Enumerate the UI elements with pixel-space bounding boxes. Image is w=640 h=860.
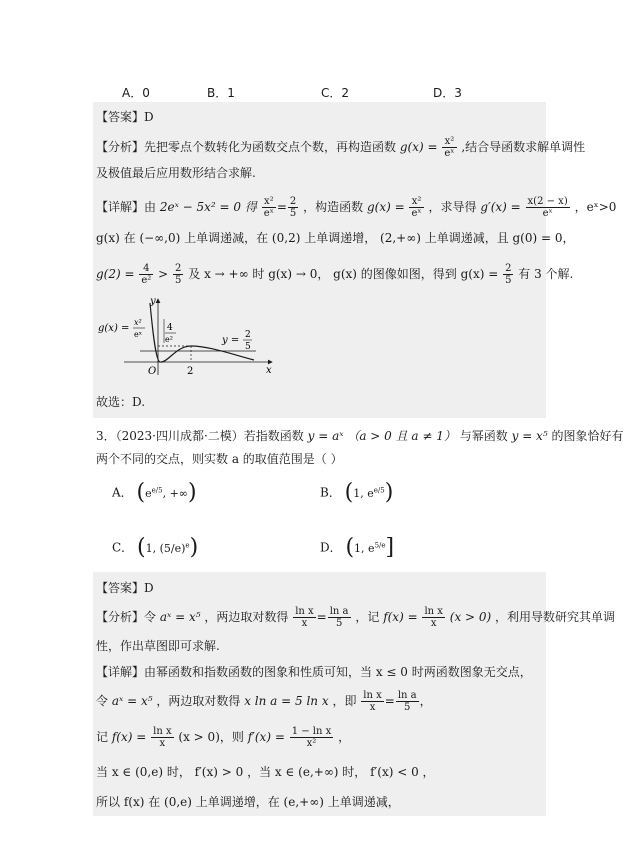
q3-option-d	[320, 537, 394, 559]
paren-open: (	[137, 535, 146, 561]
q3-detail-text1: 令	[96, 694, 109, 708]
q3-analysis-text2: ，记	[355, 610, 380, 624]
fraction-4-e2	[139, 263, 153, 286]
frac-den: x	[301, 618, 308, 629]
q3-detail-eq2: x ln a = 5 ln x	[244, 694, 329, 708]
q2-detail-gprime: g′(x) =	[480, 200, 521, 214]
fraction-lnx-x-d	[151, 726, 173, 749]
q3-power-func: y = x⁵	[511, 429, 548, 443]
q3-analysis-text: ，两边取对数得	[204, 610, 289, 624]
frac-den: x	[430, 618, 437, 629]
frac-num: ln a	[397, 690, 417, 701]
frac-den: 5	[175, 275, 182, 286]
q3-stem-text2: 与幂函数	[459, 429, 508, 443]
q2-choice: 故选：D.	[96, 395, 146, 409]
option-c: C．2	[321, 86, 350, 100]
line-num: 2	[245, 330, 251, 340]
q3-analysis-text3: ，利用导数研究其单调	[495, 610, 616, 624]
q3-option-b-label: B．	[320, 485, 341, 500]
q3-option-c	[112, 537, 198, 559]
q3-option-a-expr: $e^{e/5}$, +∞	[145, 486, 188, 500]
q3-detail-text3: ，即	[332, 694, 357, 708]
y-label: y	[150, 296, 156, 307]
frac-num: 2	[175, 263, 182, 274]
q3-detail-fprime: f′(x) =	[247, 730, 285, 744]
fraction-2-5-b	[173, 263, 183, 286]
frac-den: x	[369, 702, 376, 713]
q3-detail-line2: 令 aˣ = x⁵ ，两边取对数得 x ln a = 5 ln x ，即 $\frac{\text{ln x}}{x}$ = $\frac{\text{ln a}}{5}$ ，	[96, 690, 432, 713]
q2-analysis-line2: 及极值最后应用数形结合求解.	[96, 166, 256, 180]
frac-num: x²	[409, 196, 423, 208]
q3-detail-line3	[96, 726, 350, 749]
paren-close: )	[384, 480, 394, 506]
frac-num: 4	[139, 263, 153, 275]
paren-close: )	[187, 480, 197, 506]
x-label: x	[266, 365, 272, 376]
g2-expr: g(2) =	[96, 267, 135, 281]
q2-detail-line2: g(x) 在 (−∞,0) 上单调递减，在 (0,2) 上单调递增， (2,+∞) 上单调递减，且 g(0) = 0，	[96, 231, 575, 245]
paren-close: )	[189, 535, 199, 561]
func-den: eˣ	[134, 330, 143, 339]
q3-detail-eq1: aˣ = x⁵	[111, 694, 153, 708]
fraction-x2-ex-b	[262, 196, 276, 219]
q2-analysis-line1	[96, 136, 585, 159]
q3-detail-text6: ，	[338, 730, 351, 744]
q3-option-a-label: A．	[112, 485, 133, 500]
line-den: 5	[245, 342, 251, 352]
q3-stem-line2: 两个不同的交点，则实数 a 的取值范围是（ ）	[96, 452, 343, 466]
q3-analysis-line2: 性，作出草图即可求解.	[96, 639, 220, 653]
fraction-lna-5-b	[396, 690, 419, 713]
q3-option-c-label: C．	[112, 540, 134, 555]
frac-den: 5	[289, 208, 297, 219]
q3-detail-f: f(x) =	[111, 730, 147, 744]
curve	[150, 303, 254, 362]
frac-den: x	[159, 738, 166, 749]
q3-detail-line1: 【详解】由幂函数和指数函数的图象和性质可知，当 x ≤ 0 时两函数图象无交点，	[96, 665, 532, 679]
q2-analysis-g: g(x) =	[399, 140, 442, 154]
frac-num: 2	[289, 196, 297, 207]
frac-den: eˣ	[411, 208, 422, 219]
q3-detail-text2: ，两边取对数得	[156, 694, 241, 708]
q2-detail-label: 【详解】由	[96, 200, 157, 214]
frac-num: x²	[442, 136, 456, 148]
q3-detail-text5: (x > 0)，则	[178, 730, 244, 744]
q2-detail-text4: 及 x → +∞ 时 g(x) → 0， g(x) 的图像如图，得到 g(x) =	[188, 267, 499, 281]
frac-num: ln x	[153, 726, 172, 737]
paren-open: (	[344, 480, 354, 506]
function-graph	[96, 295, 281, 377]
frac-den: eˣ	[444, 148, 455, 159]
frac-num: 1 − ln x	[291, 726, 332, 737]
q2-detail-eq: 2eˣ − 5x² = 0 得	[159, 200, 257, 214]
q3-stem-line1	[96, 428, 623, 444]
q2-detail-line1: 【详解】由 2eˣ − 5x² = 0 得 $\frac{\text{x²}}{\text{eˣ}}$ = $\frac{2}{5}$ ，构造函数 g(x) = $\frac{\text{x²}}{\text{eˣ}}$ ，求导得 g′(x) = $\frac{x(2 - x)}{\text{eˣ}}$ ，eˣ>0	[96, 196, 617, 219]
option-d: D．3	[433, 86, 462, 100]
q3-exp-func: y = aˣ （a > 0 且 a ≠ 1）	[307, 429, 456, 443]
q3-stem-text1: 3．（2023·四川成都·二模）若指数函数	[96, 429, 304, 443]
frac-den: 5	[505, 275, 512, 286]
frac-den: 5	[404, 702, 411, 713]
q2-answer: 【答案】D	[96, 110, 154, 124]
q3-analysis-f: f(x) =	[383, 610, 418, 624]
fraction-derivative	[526, 196, 570, 219]
option-a: A．0	[122, 86, 150, 100]
frac-den: e²	[141, 275, 152, 286]
q3-answer: 【答案】D	[96, 581, 154, 595]
frac-num: 2	[505, 263, 512, 274]
paren-close: ]	[385, 535, 395, 561]
frac-den: x²	[306, 738, 317, 749]
fraction-lnx-x	[293, 606, 315, 629]
frac-num: ln x	[295, 606, 314, 617]
q3-option-d-expr: 1, $e^{5/e}$	[354, 541, 386, 555]
func-num: x²	[134, 318, 142, 327]
q3-analysis-eq: aˣ = x⁵	[159, 610, 201, 624]
fraction-lnx-x-c	[361, 690, 383, 713]
q2-analysis-text2: ,结合导函数求解单调性	[461, 140, 586, 154]
frac-num: x²	[262, 196, 276, 208]
q3-detail-line5: 所以 f(x) 在 (0,e) 上单调递增，在 (e,+∞) 上单调递减，	[96, 795, 400, 809]
q3-analysis-label: 【分析】令	[96, 610, 157, 624]
fraction-lnx-x-b	[422, 606, 444, 629]
paren-open: (	[345, 535, 355, 561]
q3-stem-text3: 的图象恰好有	[551, 429, 624, 443]
line-label: y =	[222, 335, 240, 346]
paren-open: (	[136, 480, 146, 506]
q2-detail-text5: 有 3 个解.	[518, 267, 574, 281]
q3-option-b	[320, 482, 393, 504]
fraction-lna-5	[328, 606, 351, 629]
tick-2: 2	[187, 366, 194, 377]
q2-detail-line3	[96, 263, 573, 286]
q2-analysis-text1: 【分析】先把零点个数转化为函数交点个数，再构造函数	[96, 140, 397, 154]
gt-sign: >	[158, 267, 169, 281]
option-b: B．1	[207, 86, 235, 100]
q3-option-a	[112, 482, 197, 504]
fraction-2-5	[288, 196, 298, 219]
origin-label: O	[148, 366, 157, 377]
q2-detail-text: ，构造函数	[303, 200, 364, 214]
frac-num: ln x	[424, 606, 443, 617]
fraction-2-5-c	[503, 263, 513, 286]
fraction-x2-ex-c	[409, 196, 423, 219]
frac-den: 5	[335, 618, 343, 629]
q3-analysis-line1: 【分析】令 aˣ = x⁵ ，两边取对数得 $\frac{\text{ln x}}{x}$ = $\frac{\text{ln a}}{5}$ ，记 f(x) = $\frac{\text{ln x}}{x}$ (x > 0) ，利用导数研究其单调	[96, 606, 616, 629]
frac-num: x(2 − x)	[527, 196, 568, 207]
q3-analysis-domain: (x > 0)	[449, 610, 492, 624]
fraction-x2-ex	[442, 136, 456, 159]
q3-option-b-expr: 1, $e^{e/5}$	[353, 486, 385, 500]
q3-detail-text4: 记	[96, 730, 109, 744]
peak-num: 4	[167, 323, 173, 333]
q2-detail-text2: ，求导得	[428, 200, 477, 214]
q2-detail-g: g(x) =	[366, 200, 405, 214]
frac-num: ln a	[329, 606, 349, 617]
peak-den: e²	[165, 335, 173, 344]
q3-detail-line4: 当 x ∈ (0,e) 时， f′(x) > 0 ，当 x ∈ (e,+∞) 时， f′(x) < 0 ，	[96, 765, 435, 779]
q2-detail-text3: ，eˣ>0	[574, 200, 617, 214]
func-label: g(x) =	[98, 323, 130, 334]
q3-option-d-label: D．	[320, 540, 342, 555]
frac-num: ln x	[363, 690, 382, 701]
frac-den: eˣ	[263, 208, 274, 219]
q3-option-c-expr: 1, $(5/e)^e$	[145, 541, 190, 555]
fraction-derivative-f	[290, 726, 334, 749]
frac-den: eˣ	[542, 208, 553, 219]
